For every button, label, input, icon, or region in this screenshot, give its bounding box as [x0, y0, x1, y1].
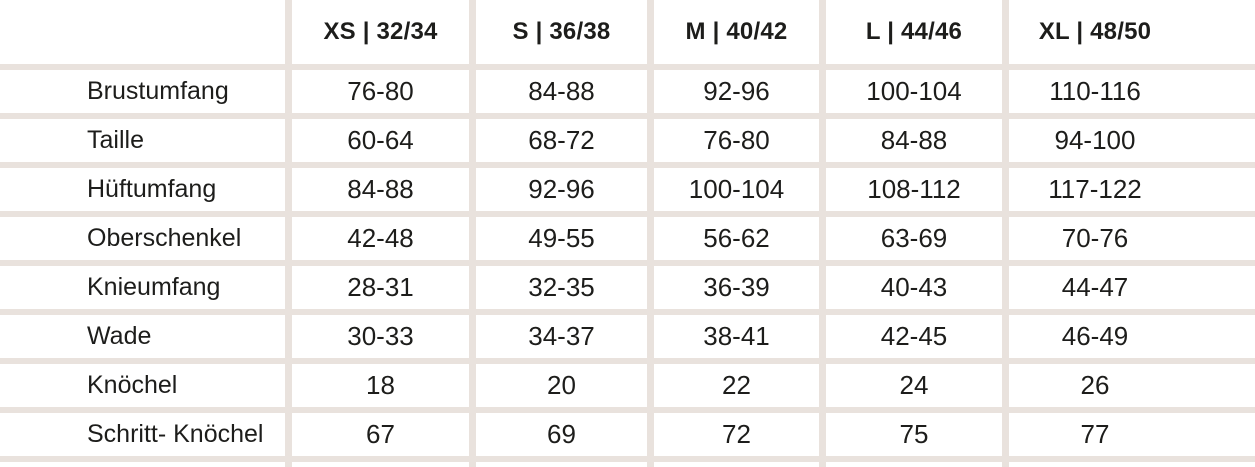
table-cell: 24 — [826, 364, 1002, 407]
table-row — [0, 364, 1255, 407]
table-cell: 108-112 — [826, 168, 1002, 211]
column-header-xl — [1009, 0, 1255, 64]
table-cell: 30-33 — [292, 315, 469, 358]
table-cell: 38-41 — [654, 315, 819, 358]
table-cell — [1009, 217, 1255, 260]
row-label: Knöchel — [0, 364, 285, 407]
table-cell: 76-80 — [292, 70, 469, 113]
table-cell: 49-55 — [476, 217, 647, 260]
table-cell: 100-104 — [826, 70, 1002, 113]
table-cell — [1009, 315, 1255, 358]
table-cell: 68-72 — [476, 119, 647, 162]
table-cell: 36-39 — [654, 266, 819, 309]
table-cell — [1009, 413, 1255, 456]
table-cell: 84-88 — [292, 168, 469, 211]
table-cell-text: 26 — [1080, 370, 1110, 400]
cutoff-cell — [476, 462, 647, 467]
column-header-xs: XS | 32/34 — [292, 0, 469, 64]
column-header-m: M | 40/42 — [654, 0, 819, 64]
row-label: Wade — [0, 315, 285, 358]
table-cell: 18 — [292, 364, 469, 407]
table-cell: 84-88 — [826, 119, 1002, 162]
cutoff-cell — [826, 462, 1002, 467]
table-cell: 76-80 — [654, 119, 819, 162]
table-cell: 40-43 — [826, 266, 1002, 309]
table-cell-text: 46-49 — [1061, 321, 1129, 351]
row-label: Knieumfang — [0, 266, 285, 309]
table-cell: 60-64 — [292, 119, 469, 162]
table-cell: 28-31 — [292, 266, 469, 309]
column-header-s: S | 36/38 — [476, 0, 647, 64]
corner-cell — [0, 0, 285, 64]
table-cell: 84-88 — [476, 70, 647, 113]
table-cell: 69 — [476, 413, 647, 456]
table-cell: 63-69 — [826, 217, 1002, 260]
table-cell: 42-45 — [826, 315, 1002, 358]
table-row — [0, 217, 1255, 260]
header-row — [0, 0, 1255, 64]
column-header-l: L | 44/46 — [826, 0, 1002, 64]
table-cell: 20 — [476, 364, 647, 407]
row-label: Taille — [0, 119, 285, 162]
table-cell-text: 44-47 — [1061, 272, 1129, 302]
table-cell: 100-104 — [654, 168, 819, 211]
table-cell-text: 110-116 — [1049, 76, 1141, 106]
table-cell: 34-37 — [476, 315, 647, 358]
table-row — [0, 266, 1255, 309]
table-cell: 67 — [292, 413, 469, 456]
cutoff-row — [0, 462, 1255, 467]
table-cell — [1009, 168, 1255, 211]
table-row — [0, 413, 1255, 456]
table-cell: 56-62 — [654, 217, 819, 260]
row-label: Brustumfang — [0, 70, 285, 113]
row-label: Schritt- Knöchel — [0, 413, 285, 456]
row-label: Oberschenkel — [0, 217, 285, 260]
cutoff-cell — [0, 462, 285, 467]
table-cell: 32-35 — [476, 266, 647, 309]
table-row — [0, 70, 1255, 113]
table-row — [0, 315, 1255, 358]
table-cell — [1009, 119, 1255, 162]
cutoff-cell — [654, 462, 819, 467]
table-row — [0, 168, 1255, 211]
table-cell: 92-96 — [654, 70, 819, 113]
table-cell: 22 — [654, 364, 819, 407]
table-cell — [1009, 70, 1255, 113]
table-cell — [1009, 364, 1255, 407]
table-cell: 75 — [826, 413, 1002, 456]
cutoff-cell — [1009, 462, 1255, 467]
table-cell-text: 117-122 — [1048, 174, 1142, 204]
table-cell: 42-48 — [292, 217, 469, 260]
row-label: Hüftumfang — [0, 168, 285, 211]
column-header-xl-text: XL | 48/50 — [1038, 18, 1152, 45]
table-cell — [1009, 266, 1255, 309]
table-cell-text: 70-76 — [1061, 223, 1129, 253]
table-cell: 72 — [654, 413, 819, 456]
table-cell-text: 77 — [1080, 419, 1110, 449]
table-cell-text: 94-100 — [1054, 125, 1136, 155]
cutoff-cell — [292, 462, 469, 467]
table-row — [0, 119, 1255, 162]
table-cell: 92-96 — [476, 168, 647, 211]
